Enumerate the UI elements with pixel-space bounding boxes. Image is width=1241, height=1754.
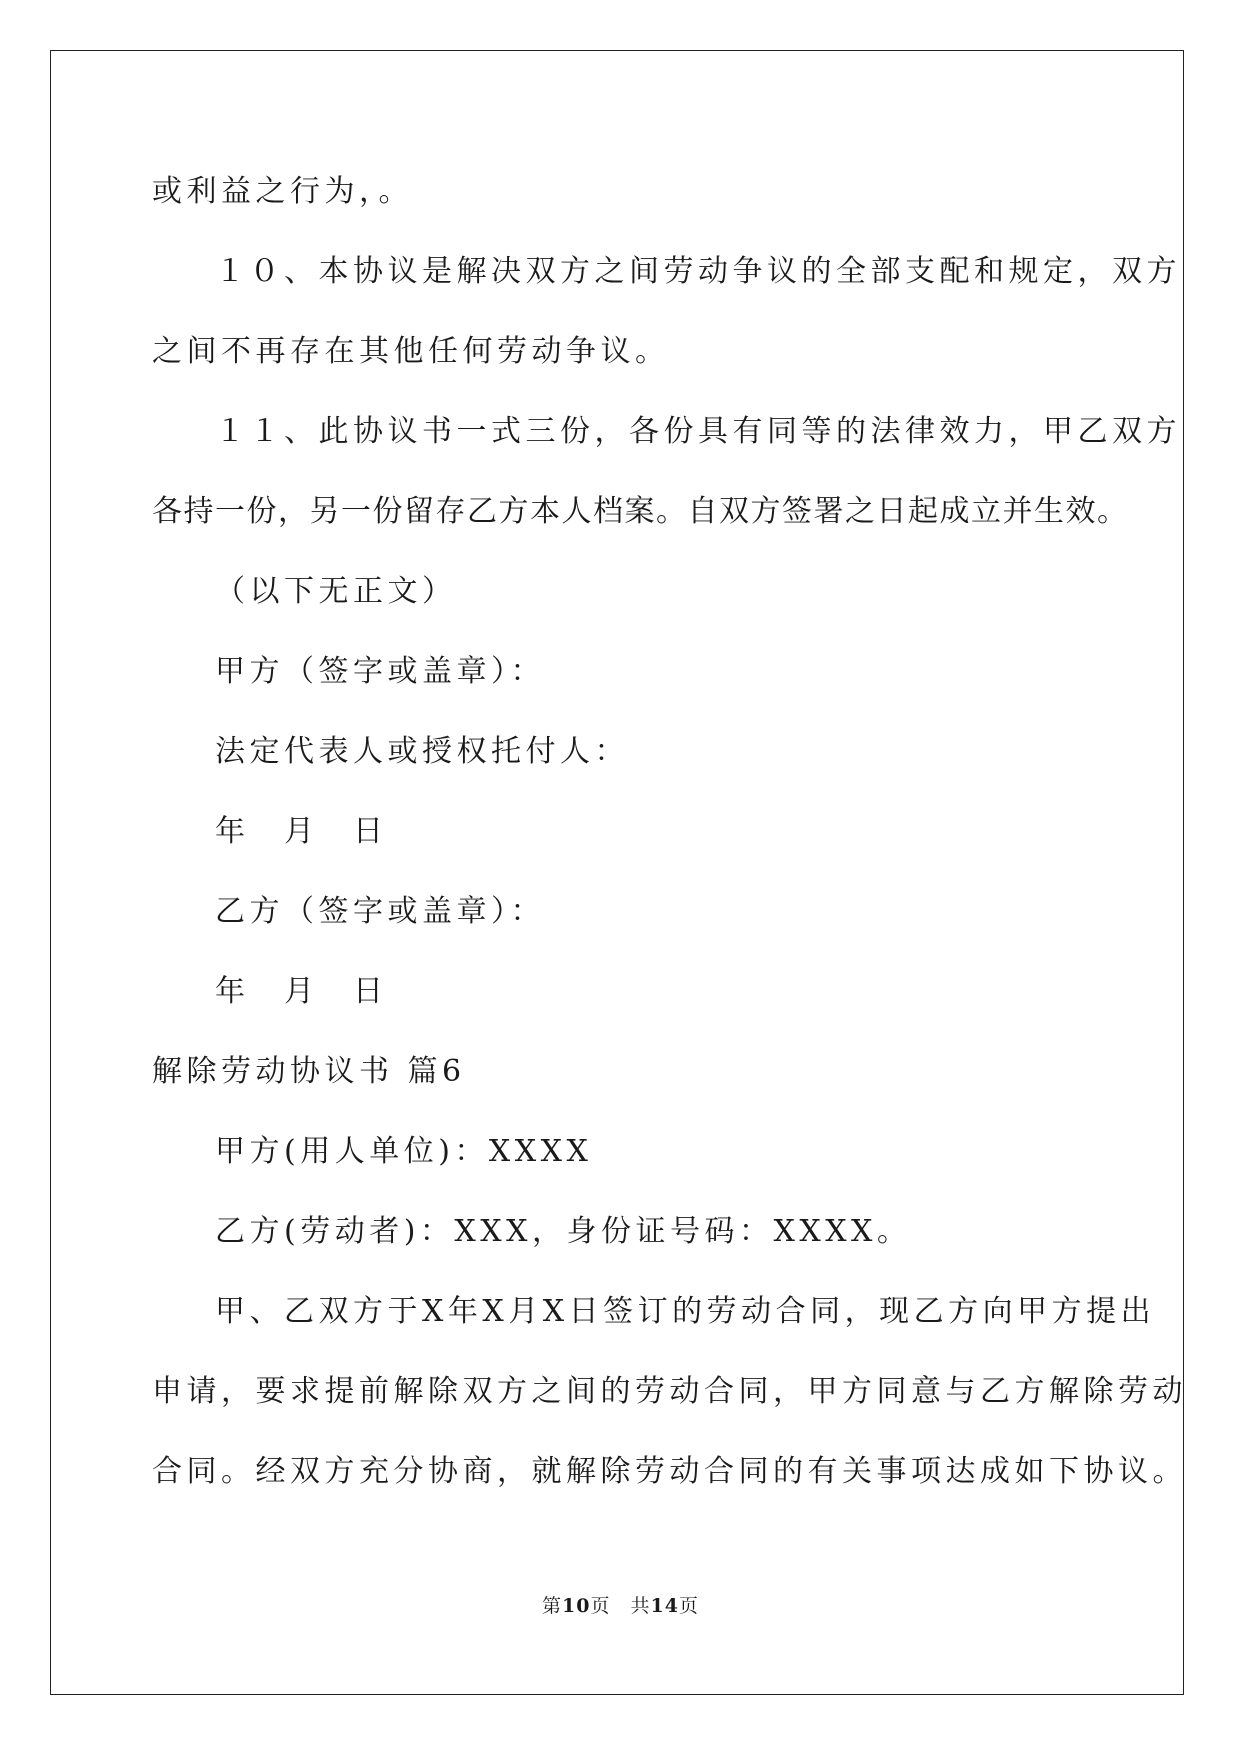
no-body-text-note: （以下无正文） [215,574,457,609]
clause-11-line-1: １１、此协议书一式三份，各份具有同等的法律效力，甲乙双方 [215,414,1181,449]
party-a-employer: 甲方(用人单位)：XXXX [215,1134,593,1169]
clause-11-line-2: 各持一份，另一份留存乙方本人档案。自双方签署之日起成立并生效。 [152,494,1129,529]
page-frame [50,50,1184,1695]
legal-representative: 法定代表人或授权托付人： [215,734,629,769]
date-line-b: 年 月 日 [215,974,388,1009]
party-a-signature: 甲方（签字或盖章）： [215,654,545,689]
agreement-para-line-3: 合同。经双方充分协商，就解除劳动合同的有关事项达成如下协议。 [152,1454,1187,1489]
clause-10-line-1: １０、本协议是解决双方之间劳动争议的全部支配和规定，双方 [215,254,1181,289]
section-heading: 解除劳动协议书 篇6 [152,1054,466,1089]
footer-suffix: 页 [678,1595,699,1617]
current-page-number: 10 [562,1595,591,1617]
total-page-number: 14 [650,1595,679,1617]
paragraph-line: 或利益之行为，。 [152,174,413,209]
agreement-para-line-1: 甲、乙双方于X年X月X日签订的劳动合同，现乙方向甲方提出 [215,1294,1156,1329]
party-b-signature: 乙方（签字或盖章）： [215,894,545,929]
footer-mid: 页 共 [590,1595,651,1617]
footer-prefix: 第 [542,1595,563,1617]
agreement-para-line-2: 申请，要求提前解除双方之间的劳动合同，甲方同意与乙方解除劳动 [152,1374,1187,1409]
clause-10-line-2: 之间不再存在其他任何劳动争议。 [152,334,670,369]
page-footer [0,1594,1241,1618]
party-b-employee: 乙方(劳动者)：XXX，身份证号码：XXXX。 [215,1214,912,1249]
date-line-a: 年 月 日 [215,814,388,849]
